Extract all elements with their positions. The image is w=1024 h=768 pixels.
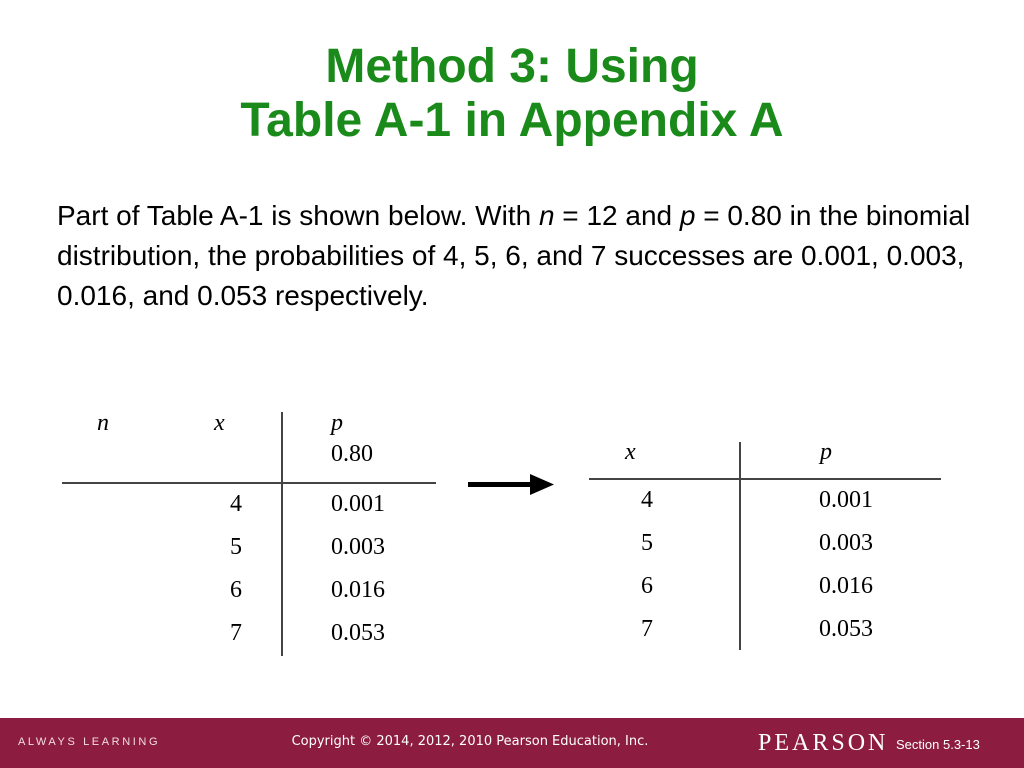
left-table-row-x: 5 — [230, 534, 242, 560]
left-table-column-divider — [281, 412, 283, 656]
left-table-row-p: 0.053 — [331, 620, 385, 646]
slide-title-line-1: Method 3: Using — [325, 40, 699, 93]
right-table-row-p: 0.003 — [819, 530, 873, 556]
left-table-row-p: 0.003 — [331, 534, 385, 560]
right-table-row-x: 5 — [641, 530, 653, 556]
right-table-header-x: x — [625, 439, 636, 465]
right-table-row-p: 0.053 — [819, 616, 873, 642]
right-table-header-p: p — [820, 439, 832, 465]
footer-section-number: Section 5.3-13 — [896, 737, 980, 752]
footer-bar — [0, 718, 1024, 768]
right-arrow-icon — [468, 474, 554, 496]
right-table-header-rule — [589, 478, 941, 480]
right-table-row-p: 0.001 — [819, 487, 873, 513]
left-table-header-rule — [62, 482, 436, 484]
right-table-row-x: 6 — [641, 573, 653, 599]
left-table-header-n: n — [97, 410, 109, 436]
pearson-logo: PEARSON — [758, 730, 889, 756]
left-table-row-p: 0.001 — [331, 491, 385, 517]
left-table-row-x: 6 — [230, 577, 242, 603]
footer-copyright: Copyright © 2014, 2012, 2010 Pearson Education, Inc. — [291, 734, 649, 749]
body-paragraph — [57, 196, 997, 316]
slide-title — [0, 40, 1024, 148]
right-table-row-p: 0.016 — [819, 573, 873, 599]
left-table-row-x: 7 — [230, 620, 242, 646]
footer-tagline: ALWAYS LEARNING — [18, 736, 161, 748]
left-table-header-p-value: 0.80 — [331, 441, 373, 467]
left-table-header-x: x — [214, 410, 225, 436]
left-table-row-p: 0.016 — [331, 577, 385, 603]
body-text-part-3: = 0.80 in the binomial distribution, the probabilities of 4, 5, 6, and 7 successes are 0.001, 0.003, 0.016, and 0.053 respectively. — [57, 200, 971, 311]
body-p-variable: p — [679, 200, 696, 231]
slide-title-line-2: Table A-1 in Appendix A — [240, 94, 784, 147]
body-n-variable: n — [538, 200, 555, 231]
left-table-header-p: p — [331, 410, 343, 436]
left-table-row-x: 4 — [230, 491, 242, 517]
right-table-column-divider — [739, 442, 741, 650]
right-table-row-x: 4 — [641, 487, 653, 513]
body-text-part-1: Part of Table A-1 is shown below. With — [57, 200, 539, 231]
body-text-part-2: = 12 and — [554, 200, 680, 231]
right-table-row-x: 7 — [641, 616, 653, 642]
